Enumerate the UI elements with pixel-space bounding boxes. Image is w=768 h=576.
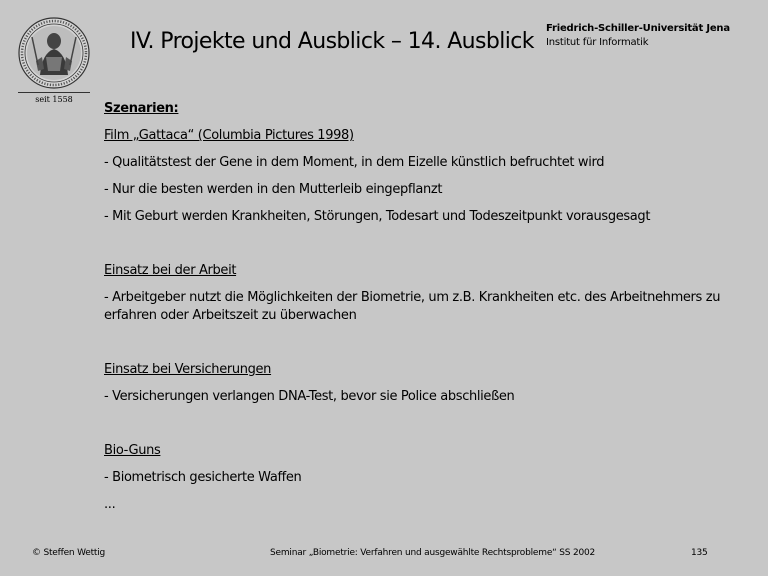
institute-name: Institut für Informatik <box>546 37 649 48</box>
scenarios-heading: Szenarien: <box>104 101 179 116</box>
list-item: - Nur die besten werden in den Mutterleib eingepflanzt <box>104 182 443 197</box>
section-title-gattaca: Film „Gattaca“ (Columbia Pictures 1998) <box>104 128 354 143</box>
slide-title: IV. Projekte und Ausblick – 14. Ausblick <box>130 29 534 54</box>
list-item: ... <box>104 497 116 512</box>
list-item: - Qualitätstest der Gene in dem Moment, in dem Eizelle künstlich befruchtet wird <box>104 155 605 170</box>
university-seal-logo <box>18 17 90 89</box>
seal-divider <box>18 92 90 93</box>
footer-seminar: Seminar „Biometrie: Verfahren und ausgewählte Rechtsprobleme“ SS 2002 <box>270 548 596 558</box>
section-title-work: Einsatz bei der Arbeit <box>104 263 237 278</box>
university-name: Friedrich-Schiller-Universität Jena <box>546 23 730 34</box>
seal-caption: seit 1558 <box>35 95 73 104</box>
section-title-bioguns: Bio-Guns <box>104 443 161 458</box>
list-item: - Arbeitgeber nutzt die Möglichkeiten der Biometrie, um z.B. Krankheiten etc. des Arbeitnehmers zu erfahren oder Arbeitszeit zu überwachen <box>104 290 721 323</box>
footer-author: © Steffen Wettig <box>32 548 106 558</box>
list-item: - Mit Geburt werden Krankheiten, Störungen, Todesart und Todeszeitpunkt vorausgesagt <box>104 209 651 224</box>
slide-content <box>104 100 744 514</box>
list-item: - Biometrisch gesicherte Waffen <box>104 470 302 485</box>
page-number: 135 <box>691 548 708 558</box>
list-item: - Versicherungen verlangen DNA-Test, bevor sie Police abschließen <box>104 389 515 404</box>
section-title-insurance: Einsatz bei Versicherungen <box>104 362 272 377</box>
